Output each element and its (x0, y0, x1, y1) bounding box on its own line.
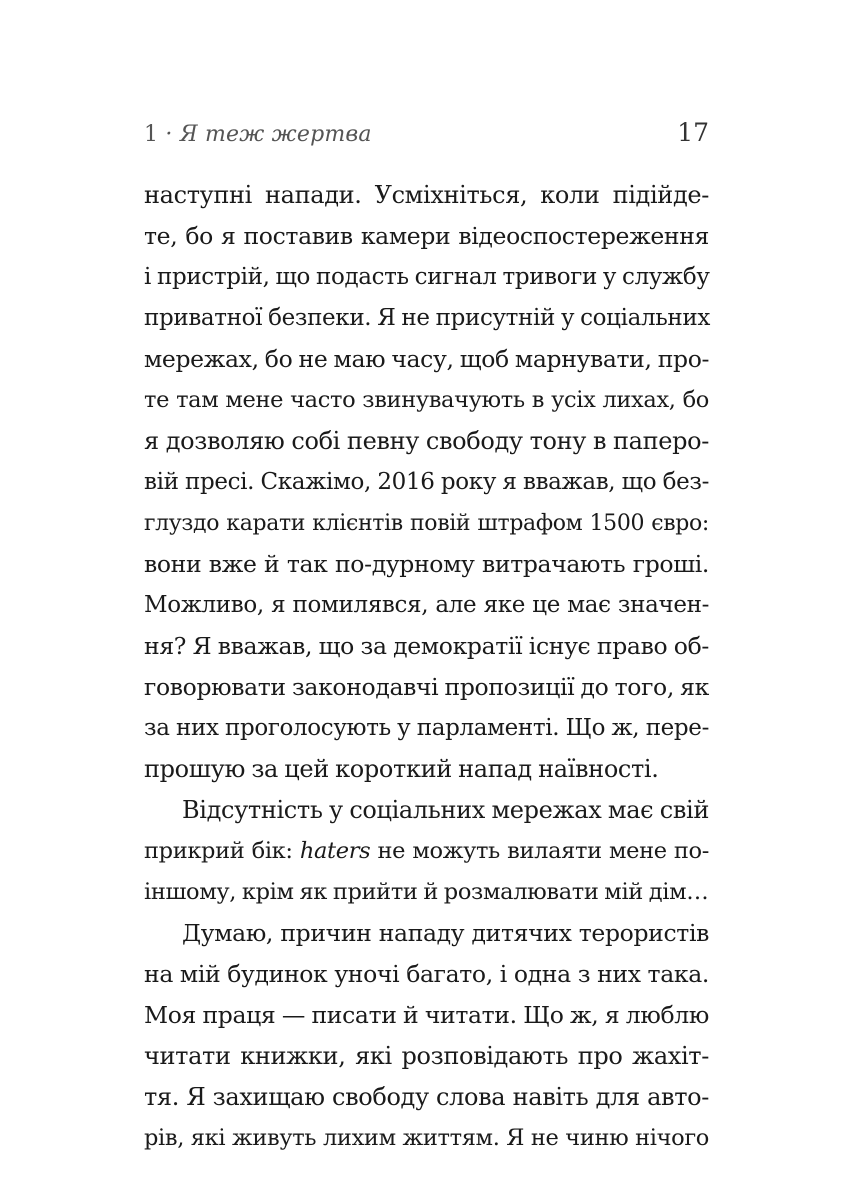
text-line: Моя праця — писати й читати. Що ж, я люблю (144, 1001, 709, 1029)
text-line: Можливо, я помилявся, але яке це має значен- (144, 592, 709, 618)
text-line: вій пресі. Скажімо, 2016 року я вважав, що без- (144, 469, 709, 495)
text-line: читати книжки, які розповідають про жахіт- (144, 1042, 709, 1070)
body-text (144, 175, 709, 1159)
paragraph-first-line: Відсутність у соціальних мережах має свій (182, 796, 709, 824)
text-line: говорювати законодавчі пропозиції до того, як (144, 673, 709, 701)
text-line: те там мене часто звинувачують в усіх лихах, бо (144, 387, 709, 413)
chapter-title: Я теж жертва (179, 122, 372, 147)
text-line: і пристрій, що подасть сигнал тривоги у службу (144, 264, 710, 290)
italic-term: haters (299, 838, 371, 864)
text-line: я дозволяю собі певну свободу тону в паперо- (144, 427, 709, 455)
text-line: рів, які живуть лихим життям. Я не чиню нічого (144, 1125, 709, 1151)
line-text-before: прикрий бік: (144, 838, 300, 864)
running-head-left (144, 122, 372, 147)
text-line: на мій будинок уночі багато, і одна з них така. (144, 960, 709, 988)
paragraph-last-line: іншому, крім як прийти й розмалювати мій дім… (144, 879, 709, 905)
text-line: мережах, бо не маю часу, щоб марнувати, про- (144, 345, 710, 373)
line-text-after: не можуть вилаяти мене по- (370, 838, 709, 864)
text-line: те, бо я поставив камери відеоспостереження (144, 222, 709, 250)
text-line-with-italic (144, 831, 709, 872)
text-line: вони вже й так по-дурному витрачають гроші. (144, 550, 709, 578)
chapter-number: 1 (144, 122, 159, 147)
running-head (144, 118, 709, 150)
text-line: ня? Я вважав, що за демократії існує право об- (144, 632, 709, 660)
text-line: наступні напади. Усміхніться, коли підійде- (144, 181, 709, 209)
text-line: за них проголосують у парламенті. Що ж, пере- (144, 715, 709, 741)
paragraph-last-line: прошую за цей короткий напад наївності. (144, 755, 659, 783)
page-number: 17 (677, 118, 709, 147)
text-line: глуздо карати клієнтів повій штрафом 1500 євро: (144, 511, 709, 536)
header-separator: · (165, 122, 173, 147)
paragraph-first-line: Думаю, причин нападу дитячих терористів (182, 919, 709, 947)
text-line: тя. Я захищаю свободу слова навіть для авто- (144, 1083, 709, 1111)
text-line: приватної безпеки. Я не присутній у соціальних (144, 305, 710, 331)
